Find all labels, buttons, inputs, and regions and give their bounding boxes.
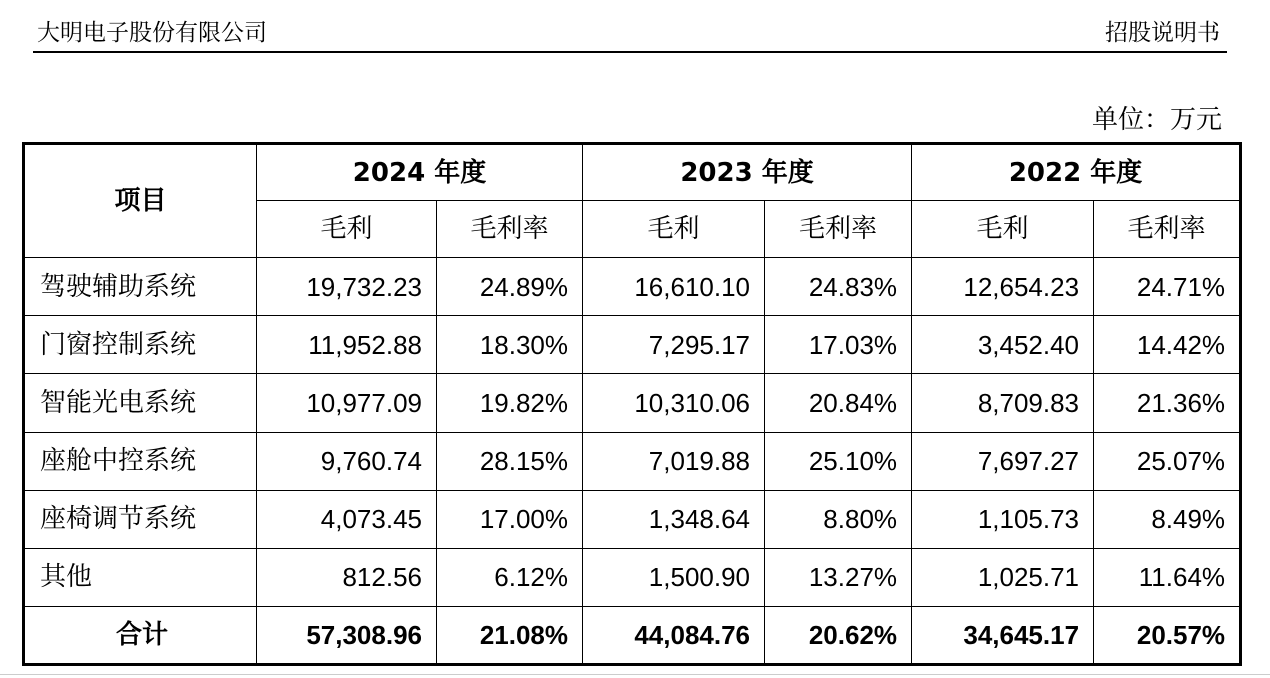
column-header-gross-profit: 毛利 xyxy=(912,201,1094,258)
cell-value: 1,500.90 xyxy=(583,548,765,606)
column-header-gross-profit: 毛利 xyxy=(257,201,437,258)
table-row xyxy=(24,490,1241,548)
cell-value: 12,654.23 xyxy=(912,258,1094,316)
column-header-year-2022: 2022 年度 xyxy=(912,144,1241,201)
cell-value: 7,295.17 xyxy=(583,316,765,374)
cell-value: 10,977.09 xyxy=(257,374,437,432)
cell-value: 3,452.40 xyxy=(912,316,1094,374)
cell-value: 6.12% xyxy=(437,548,583,606)
cell-value: 17.03% xyxy=(765,316,912,374)
table-row xyxy=(24,258,1241,316)
cell-value: 1,025.71 xyxy=(912,548,1094,606)
total-value: 21.08% xyxy=(437,606,583,664)
cell-value: 18.30% xyxy=(437,316,583,374)
cell-value: 812.56 xyxy=(257,548,437,606)
total-value: 57,308.96 xyxy=(257,606,437,664)
total-value: 34,645.17 xyxy=(912,606,1094,664)
table-row xyxy=(24,374,1241,432)
total-value: 44,084.76 xyxy=(583,606,765,664)
cell-value: 14.42% xyxy=(1094,316,1241,374)
total-value: 20.62% xyxy=(765,606,912,664)
column-header-gross-profit: 毛利 xyxy=(583,201,765,258)
total-row xyxy=(24,606,1241,664)
cell-value: 19,732.23 xyxy=(257,258,437,316)
row-label: 门窗控制系统 xyxy=(24,316,257,374)
column-header-year-2023: 2023 年度 xyxy=(583,144,912,201)
cell-value: 1,105.73 xyxy=(912,490,1094,548)
column-header-gross-margin: 毛利率 xyxy=(437,201,583,258)
cell-value: 19.82% xyxy=(437,374,583,432)
row-label: 智能光电系统 xyxy=(24,374,257,432)
document-type: 招股说明书 xyxy=(1105,20,1220,46)
cell-value: 9,760.74 xyxy=(257,432,437,490)
cell-value: 7,697.27 xyxy=(912,432,1094,490)
row-label: 座舱中控系统 xyxy=(24,432,257,490)
cell-value: 25.10% xyxy=(765,432,912,490)
cell-value: 24.83% xyxy=(765,258,912,316)
company-name: 大明电子股份有限公司 xyxy=(37,20,267,46)
cell-value: 10,310.06 xyxy=(583,374,765,432)
cell-value: 20.84% xyxy=(765,374,912,432)
cell-value: 21.36% xyxy=(1094,374,1241,432)
cell-value: 16,610.10 xyxy=(583,258,765,316)
cell-value: 13.27% xyxy=(765,548,912,606)
gross-profit-table xyxy=(22,142,1242,666)
row-label: 驾驶辅助系统 xyxy=(24,258,257,316)
cell-value: 17.00% xyxy=(437,490,583,548)
cell-value: 8.80% xyxy=(765,490,912,548)
column-header-item: 项目 xyxy=(24,144,257,258)
row-label: 座椅调节系统 xyxy=(24,490,257,548)
total-value: 20.57% xyxy=(1094,606,1241,664)
cell-value: 11,952.88 xyxy=(257,316,437,374)
column-header-gross-margin: 毛利率 xyxy=(765,201,912,258)
cell-value: 8,709.83 xyxy=(912,374,1094,432)
cell-value: 25.07% xyxy=(1094,432,1241,490)
cell-value: 24.71% xyxy=(1094,258,1241,316)
cell-value: 8.49% xyxy=(1094,490,1241,548)
row-label: 其他 xyxy=(24,548,257,606)
table-row xyxy=(24,316,1241,374)
page-bottom-divider xyxy=(0,674,1270,675)
total-label: 合计 xyxy=(24,606,257,664)
cell-value: 7,019.88 xyxy=(583,432,765,490)
table-row xyxy=(24,548,1241,606)
table-row xyxy=(24,432,1241,490)
column-header-gross-margin: 毛利率 xyxy=(1094,201,1241,258)
cell-value: 24.89% xyxy=(437,258,583,316)
column-header-year-2024: 2024 年度 xyxy=(257,144,583,201)
cell-value: 1,348.64 xyxy=(583,490,765,548)
unit-label: 单位：万元 xyxy=(1091,105,1222,135)
cell-value: 11.64% xyxy=(1094,548,1241,606)
table-header-row-years xyxy=(24,144,1241,201)
cell-value: 4,073.45 xyxy=(257,490,437,548)
cell-value: 28.15% xyxy=(437,432,583,490)
header-divider xyxy=(33,51,1227,53)
